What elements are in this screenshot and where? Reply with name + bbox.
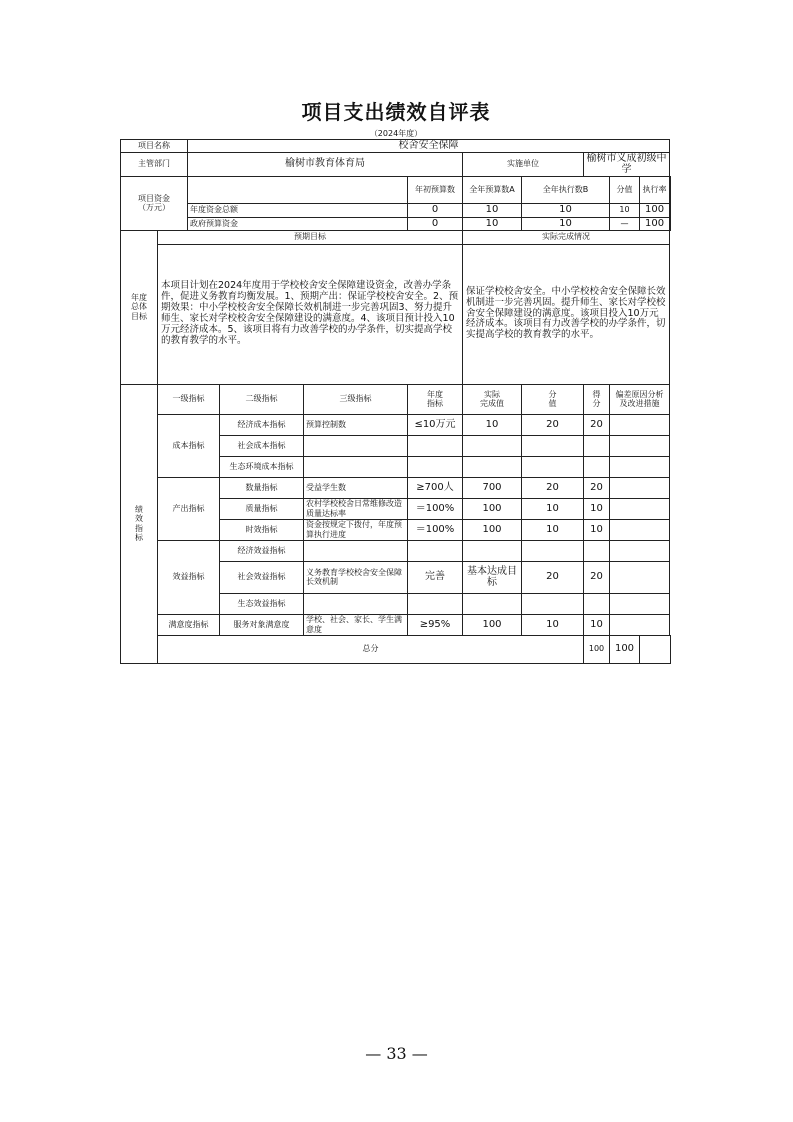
sat-l3: 学校、社会、家长、学生满意度 bbox=[304, 614, 408, 635]
actual-value-header: 实际 完成值 bbox=[463, 384, 522, 414]
obtained-header: 得 分 bbox=[584, 384, 610, 414]
page-number: — 33 — bbox=[365, 1044, 428, 1063]
out-qty-actual: 700 bbox=[463, 477, 522, 498]
impl-unit-label: 实施单位 bbox=[463, 152, 584, 176]
cost-econ-l3: 预算控制数 bbox=[304, 414, 408, 435]
cost-econ-score: 20 bbox=[584, 414, 610, 435]
benefit-indicator: 效益指标 bbox=[158, 540, 220, 614]
ben-social-weight: 20 bbox=[522, 561, 584, 593]
total-score-value: 100 bbox=[610, 635, 640, 663]
out-qty-score: 20 bbox=[584, 477, 610, 498]
initial-budget-header: 年初预算数 bbox=[408, 176, 463, 203]
total-weight-value: 100 bbox=[584, 635, 610, 663]
out-quality-score: 10 bbox=[584, 498, 610, 519]
out-time-actual: 100 bbox=[463, 519, 522, 540]
total-rate: 100 bbox=[640, 203, 670, 217]
out-quality-l3: 农村学校校舍日常维修改造质量达标率 bbox=[304, 498, 408, 519]
cost-social: 社会成本指标 bbox=[220, 435, 304, 456]
project-name-value: 校舍安全保障 bbox=[188, 140, 670, 153]
out-time-score: 10 bbox=[584, 519, 610, 540]
out-quality-actual: 100 bbox=[463, 498, 522, 519]
out-quality-weight: 10 bbox=[522, 498, 584, 519]
cost-econ-actual: 10 bbox=[463, 414, 522, 435]
out-qty-weight: 20 bbox=[522, 477, 584, 498]
exec-rate-header: 执行率 bbox=[640, 176, 670, 203]
cost-econ-target: ≤10万元 bbox=[408, 414, 463, 435]
output-indicator: 产出指标 bbox=[158, 477, 220, 540]
out-qty: 数量指标 bbox=[220, 477, 304, 498]
page-title: 项目支出绩效自评表 bbox=[301, 100, 491, 124]
gov-exec: 10 bbox=[522, 217, 610, 230]
sat-target: ≥95% bbox=[408, 614, 463, 635]
out-time-target: ＝100% bbox=[408, 519, 463, 540]
dept-value: 榆树市教育体育局 bbox=[188, 152, 463, 176]
ben-eco: 生态效益指标 bbox=[220, 593, 304, 614]
gov-score bbox=[670, 217, 671, 230]
year-label: （2024年度） bbox=[369, 129, 423, 138]
ben-social-target: 完善 bbox=[408, 561, 463, 593]
out-quality: 质量指标 bbox=[220, 498, 304, 519]
level2-header: 二级指标 bbox=[220, 384, 304, 414]
cost-indicator: 成本指标 bbox=[158, 414, 220, 477]
full-budget-header: 全年预算数A bbox=[463, 176, 522, 203]
gov-funds-label: 政府预算资金 bbox=[188, 217, 408, 230]
cost-econ: 经济成本指标 bbox=[220, 414, 304, 435]
total-score bbox=[670, 203, 671, 217]
total-score-label: 总分 bbox=[158, 635, 584, 663]
score-header bbox=[670, 176, 671, 203]
total-exec: 10 bbox=[522, 203, 610, 217]
ben-social-actual: 基本达成目标 bbox=[463, 561, 522, 593]
deviation-header: 偏差原因分析 及改进措施 bbox=[610, 384, 670, 414]
out-time: 时效指标 bbox=[220, 519, 304, 540]
cost-econ-weight: 20 bbox=[522, 414, 584, 435]
full-exec-header: 全年执行数B bbox=[522, 176, 610, 203]
gov-weight: — bbox=[610, 217, 640, 230]
ben-social-l3: 义务教育学校校舍安全保障长效机制 bbox=[304, 561, 408, 593]
out-time-l3: 资金按规定下拨付，年度预算执行进度 bbox=[304, 519, 408, 540]
total-full: 10 bbox=[463, 203, 522, 217]
out-qty-target: ≥700人 bbox=[408, 477, 463, 498]
out-time-weight: 10 bbox=[522, 519, 584, 540]
gov-initial: 0 bbox=[408, 217, 463, 230]
out-quality-target: ＝100% bbox=[408, 498, 463, 519]
actual-status-header: 实际完成情况 bbox=[463, 230, 670, 244]
satisfaction-indicator: 满意度指标 bbox=[158, 614, 220, 635]
expected-goal-header: 预期目标 bbox=[158, 230, 463, 244]
funds-label: 项目资金 （万元） bbox=[121, 176, 188, 230]
project-name-label: 项目名称 bbox=[121, 140, 188, 153]
expected-goal-text: 本项目计划在2024年度用于学校校舍安全保障建设资金，改善办学条件，促进义务教育均衡发展。1、预期产出：保证学校校舍安全。2、预期效果：中小学校校舍安全保障长效机制进一步完善巩固3、努力提升师生、家长对学校校舍安全保障建设的满意度。4、该项目预计投入10万元经济成本。5、该项目将有力改善学校的办学条件，切实提高学校的教育教学的水平。 bbox=[158, 244, 463, 384]
sat-actual: 100 bbox=[463, 614, 522, 635]
ben-social-score: 20 bbox=[584, 561, 610, 593]
dept-label: 主管部门 bbox=[121, 152, 188, 176]
actual-status-text: 保证学校校舍安全。中小学校校舍安全保障长效机制进一步完善巩固。提升师生、家长对学校校舍安全保障建设的满意度。该项目投入10万元经济成本。该项目有力改善学校的办学条件，切实提高学校的教育教学的水平。 bbox=[463, 244, 670, 384]
score-weight-header: 分值 bbox=[610, 176, 640, 203]
impl-unit-value: 榆树市义成初级中学 bbox=[584, 152, 670, 176]
sat-service: 服务对象满意度 bbox=[220, 614, 304, 635]
annual-index-header: 年度 指标 bbox=[408, 384, 463, 414]
gov-full: 10 bbox=[463, 217, 522, 230]
out-qty-l3: 受益学生数 bbox=[304, 477, 408, 498]
sat-weight: 10 bbox=[522, 614, 584, 635]
annual-goal-label: 年度 总体 目标 bbox=[121, 230, 158, 384]
total-funds-label: 年度资金总额 bbox=[188, 203, 408, 217]
total-initial: 0 bbox=[408, 203, 463, 217]
level1-header: 一级指标 bbox=[158, 384, 220, 414]
weight-header: 分 值 bbox=[522, 384, 584, 414]
sat-score: 10 bbox=[584, 614, 610, 635]
perf-indicators-label: 绩 效 指 标 bbox=[121, 384, 158, 663]
cost-eco: 生态环境成本指标 bbox=[220, 456, 304, 477]
self-evaluation-table bbox=[120, 139, 671, 664]
level3-header: 三级指标 bbox=[304, 384, 408, 414]
ben-econ: 经济效益指标 bbox=[220, 540, 304, 561]
gov-rate: 100 bbox=[640, 217, 670, 230]
ben-social: 社会效益指标 bbox=[220, 561, 304, 593]
total-weight: 10 bbox=[610, 203, 640, 217]
